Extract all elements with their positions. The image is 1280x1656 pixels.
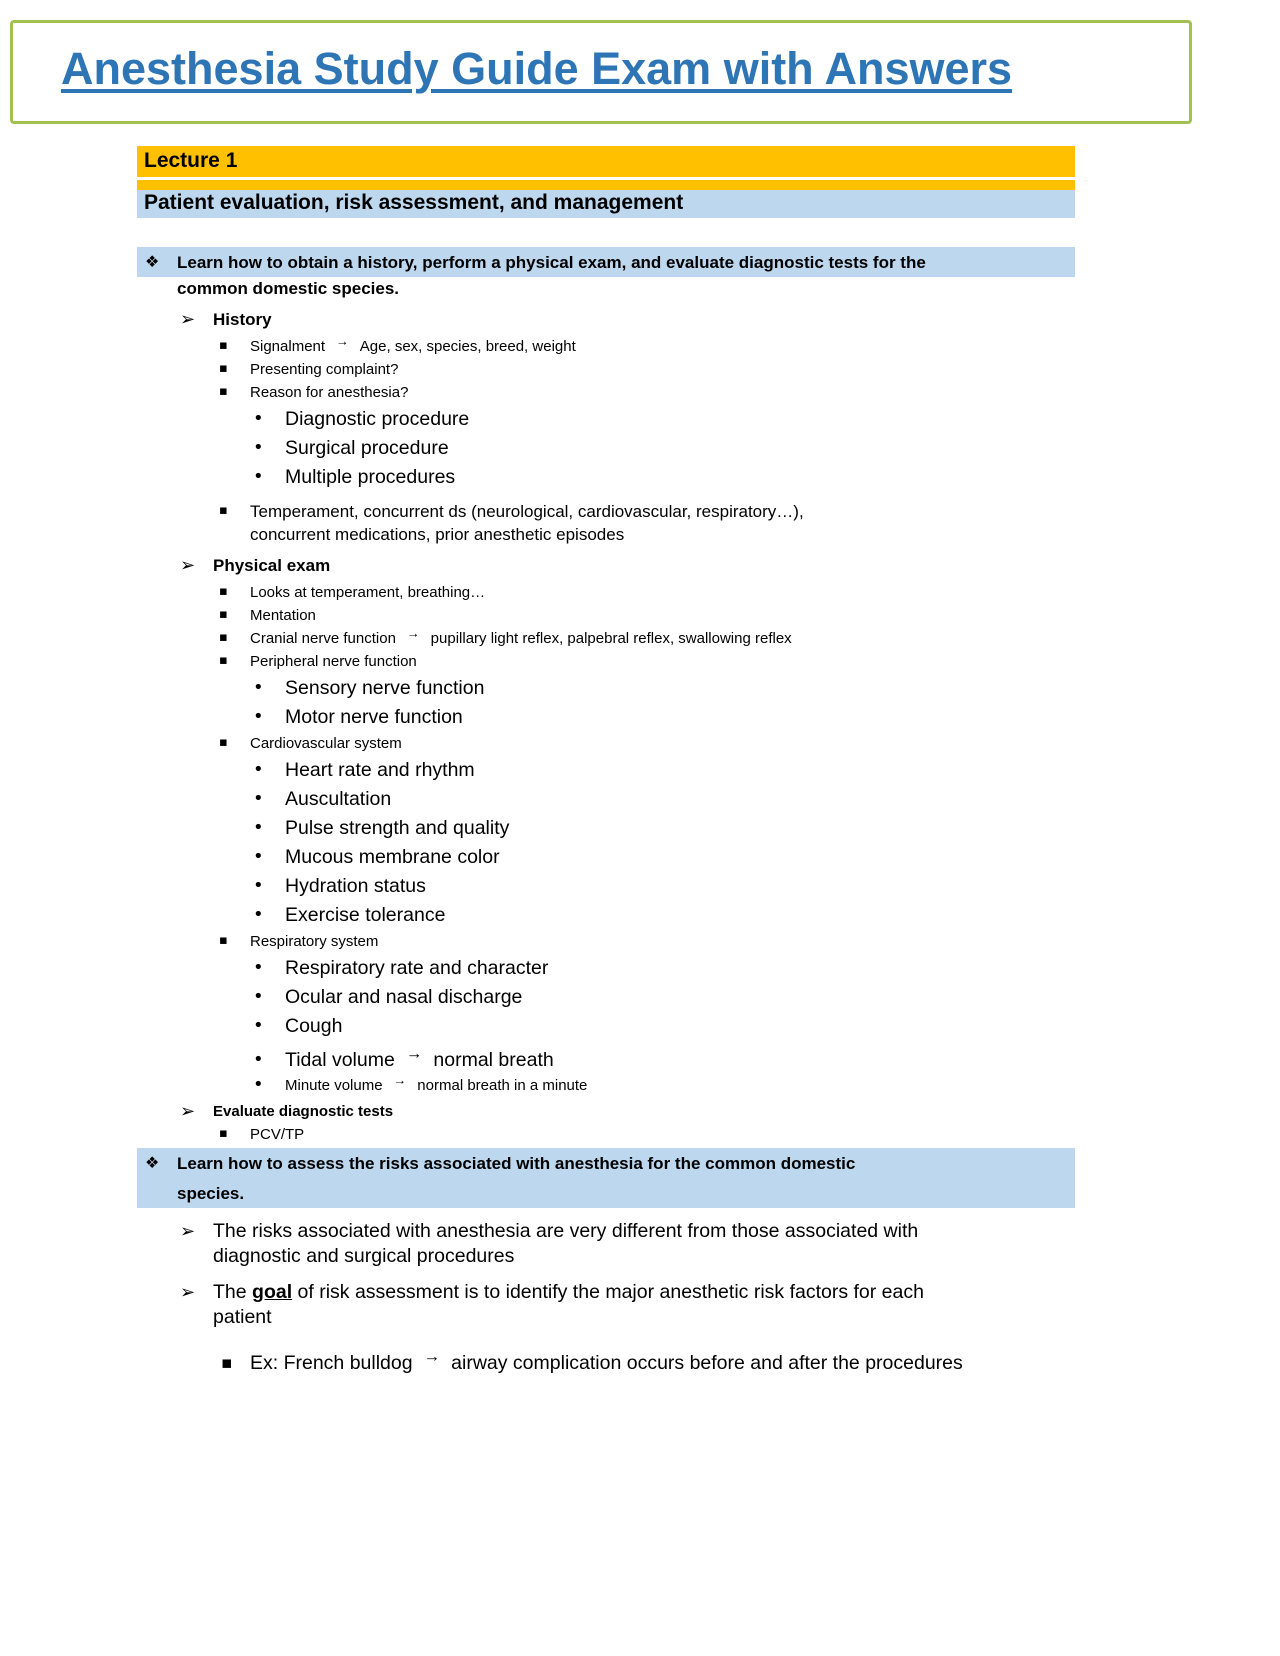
text-run: Auscultation (285, 788, 392, 810)
text-run: Peripheral nerve function (250, 653, 417, 670)
right-arrow-icon: → (406, 625, 420, 641)
highlight-strip (307, 1124, 1075, 1146)
square-bullet-icon: ▪ (219, 735, 228, 750)
right-arrow-icon: → (423, 1346, 441, 1366)
item-peripheral-nerve-function (137, 651, 1075, 673)
square-bullet-icon: ▪ (219, 503, 228, 518)
item-motor-nerve-function (137, 703, 1075, 732)
text-line (137, 1148, 1075, 1178)
text-run: History (213, 310, 272, 329)
text-run: of risk assessment is to identify the major anesthetic risk factors for each (292, 1281, 924, 1303)
text-run: Evaluate diagnostic tests (213, 1103, 394, 1120)
text-run: Age, sex, species, breed, weight (359, 338, 576, 355)
arrow-bullet-icon: ➢ (180, 1101, 196, 1122)
text-line (137, 674, 1075, 703)
item-minute-volume (137, 1072, 1075, 1097)
diamond-bullet-icon: ❖ (145, 252, 160, 271)
right-arrow-icon: → (393, 1072, 407, 1088)
text-run: Mentation (250, 607, 316, 624)
dot-bullet-icon: • (253, 875, 264, 896)
right-arrow-icon: → (405, 1043, 423, 1063)
section-heading: Patient evaluation, risk assessment, and management (137, 190, 1075, 218)
text-run: Cardiovascular system (250, 735, 402, 752)
dot-bullet-icon: • (253, 1049, 264, 1070)
item-auscultation (137, 785, 1075, 814)
dot-bullet-icon: • (253, 466, 264, 487)
item-presenting-complaint (137, 359, 1075, 381)
text-line (137, 901, 1075, 930)
text-run: Cranial nerve function (250, 630, 396, 647)
square-bullet-icon: ▪ (219, 384, 228, 399)
text-run: concurrent medications, prior anesthetic episodes (250, 525, 625, 544)
text-line (137, 463, 1075, 492)
title-box (10, 20, 1192, 124)
text-line (137, 359, 1075, 381)
text-run: Exercise tolerance (285, 904, 446, 926)
text-run: Looks at temperament, breathing… (250, 584, 486, 601)
text-run: The (213, 1281, 253, 1303)
text-line (137, 277, 1075, 300)
text-line (137, 333, 1075, 358)
text-line (137, 931, 1075, 953)
text-line (137, 954, 1075, 983)
text-line (137, 814, 1075, 843)
arrow-bullet-icon: ➢ (180, 1282, 196, 1303)
dot-bullet-icon: • (253, 759, 264, 780)
text-line (137, 703, 1075, 732)
text-run: airway complication occurs before and after the procedures (451, 1352, 963, 1374)
headings (137, 146, 1075, 218)
item-reason-for-anesthesia (137, 382, 1075, 404)
text-run: Surgical procedure (285, 437, 449, 459)
dot-bullet-icon: • (253, 817, 264, 838)
text-line (137, 1346, 1075, 1378)
item-sensory-nerve-function (137, 674, 1075, 703)
item-physical-exam (137, 554, 1075, 577)
orange-highlight-strip (137, 180, 1075, 190)
item-heart-rate-and-rhythm (137, 756, 1075, 785)
text-run: Pulse strength and quality (285, 817, 510, 839)
arrow-bullet-icon: ➢ (180, 555, 196, 576)
dot-bullet-icon: • (253, 706, 264, 727)
item-cardiovascular-system (137, 733, 1075, 755)
text-run: Diagnostic procedure (285, 408, 470, 430)
text-run: Ex: French bulldog (250, 1352, 413, 1374)
text-run: Presenting complaint? (250, 361, 399, 378)
text-line (137, 651, 1075, 673)
document-title: Anesthesia Study Guide Exam with Answers (61, 43, 1013, 94)
text-line (137, 843, 1075, 872)
text-line (137, 405, 1075, 434)
square-bullet-icon: ▪ (219, 584, 228, 599)
text-run: Learn how to obtain a history, perform a physical exam, and evaluate diagnostic tests for the (177, 253, 926, 272)
dot-bullet-icon: • (253, 677, 264, 698)
text-run: Tidal volume (285, 1049, 395, 1071)
item-exercise-tolerance (137, 901, 1075, 930)
dot-bullet-icon: • (253, 957, 264, 978)
item-respiratory-rate-and-character (137, 954, 1075, 983)
text-run: PCV/TP (250, 1126, 305, 1143)
item-tidal-volume (137, 1043, 1075, 1075)
item-goal (137, 1280, 1075, 1330)
dot-bullet-icon: • (253, 846, 264, 867)
square-bullet-icon: ▪ (221, 1353, 233, 1373)
text-run: species. (177, 1184, 245, 1203)
dot-bullet-icon: • (253, 788, 264, 809)
item-mentation (137, 605, 1075, 627)
text-run: Respiratory system (250, 933, 379, 950)
dot-bullet-icon: • (253, 1074, 264, 1095)
dot-bullet-icon: • (253, 408, 264, 429)
item-pulse-strength-and-quality (137, 814, 1075, 843)
text-run: Hydration status (285, 875, 426, 897)
text-line (137, 1124, 1075, 1146)
item-signalment (137, 333, 1075, 358)
text-run: diagnostic and surgical procedures (213, 1245, 515, 1267)
text-line (137, 1101, 1075, 1123)
item-respiratory-system (137, 931, 1075, 953)
text-run: Sensory nerve function (285, 677, 485, 699)
square-bullet-icon: ▪ (219, 653, 228, 668)
text-line (137, 1072, 1075, 1097)
item-mucous-membrane-color (137, 843, 1075, 872)
text-run: Temperament, concurrent ds (neurological, cardiovascular, respiratory…), (250, 502, 804, 521)
outline (137, 247, 1075, 1378)
text-run: The risks associated with anesthesia are very different from those associated with (213, 1220, 919, 1242)
text-line (137, 582, 1075, 604)
text-run: Motor nerve function (285, 706, 463, 728)
arrow-bullet-icon: ➢ (180, 1221, 196, 1242)
text-run: pupillary light reflex, palpebral reflex, swallowing reflex (430, 630, 792, 647)
item-ocular-and-nasal-discharge (137, 983, 1075, 1012)
text-line (137, 872, 1075, 901)
text-line (137, 733, 1075, 755)
text-run: Mucous membrane color (285, 846, 500, 868)
item-temperament (137, 500, 1075, 546)
text-line (137, 1219, 1075, 1244)
square-bullet-icon: ▪ (219, 338, 228, 353)
text-run: Cough (285, 1015, 343, 1037)
text-run: Physical exam (213, 556, 331, 575)
text-run: Reason for anesthesia? (250, 384, 409, 401)
text-run: patient (213, 1306, 272, 1328)
dot-bullet-icon: • (253, 986, 264, 1007)
text-run: normal breath in a minute (417, 1077, 588, 1094)
item-surgical-procedure (137, 434, 1075, 463)
text-line (137, 1043, 1075, 1075)
item-history (137, 308, 1075, 331)
text-line (137, 382, 1075, 404)
text-line (137, 605, 1075, 627)
square-bullet-icon: ▪ (219, 607, 228, 622)
text-run: Ocular and nasal discharge (285, 986, 523, 1008)
text-line (137, 1244, 1075, 1269)
lecture-heading: Lecture 1 (137, 146, 1075, 177)
text-run: Minute volume (285, 1077, 383, 1094)
item-looks-at-temperament (137, 582, 1075, 604)
text-line (137, 554, 1075, 577)
arrow-bullet-icon: ➢ (180, 309, 196, 330)
text-line (137, 785, 1075, 814)
text-run: Signalment (250, 338, 326, 355)
square-bullet-icon: ▪ (219, 361, 228, 376)
item-ex-french-bulldog (137, 1346, 1075, 1378)
text-line (137, 523, 1075, 546)
text-line (137, 247, 1075, 277)
text-line (137, 1012, 1075, 1041)
text-line (137, 1305, 1075, 1330)
square-bullet-icon: ▪ (219, 933, 228, 948)
text-run: Respiratory rate and character (285, 957, 549, 979)
item-diagnostic-procedure (137, 405, 1075, 434)
text-run: Multiple procedures (285, 466, 456, 488)
square-bullet-icon: ▪ (219, 630, 228, 645)
text-line (137, 1280, 1075, 1305)
item-multiple-procedures (137, 463, 1075, 492)
dot-bullet-icon: • (253, 1015, 264, 1036)
text-line (137, 756, 1075, 785)
text-line (137, 1178, 1075, 1208)
diamond-bullet-icon: ❖ (145, 1153, 160, 1172)
text-run: common domestic species. (177, 279, 400, 298)
objective-1 (137, 247, 1075, 300)
objective-2 (137, 1148, 1075, 1208)
right-arrow-icon: → (336, 333, 349, 349)
item-risks-different (137, 1219, 1075, 1269)
text-line (137, 434, 1075, 463)
text-run: Heart rate and rhythm (285, 759, 475, 781)
item-pcv-tp (137, 1124, 1075, 1146)
dot-bullet-icon: • (253, 437, 264, 458)
text-line (137, 308, 1075, 331)
square-bullet-icon: ▪ (219, 1126, 228, 1141)
item-cranial-nerve-function (137, 625, 1075, 650)
text-run: Learn how to assess the risks associated with anesthesia for the common domestic (177, 1154, 856, 1173)
text-run: goal (252, 1281, 293, 1303)
item-hydration-status (137, 872, 1075, 901)
text-line (137, 983, 1075, 1012)
text-run: normal breath (433, 1049, 554, 1071)
text-line (137, 625, 1075, 650)
text-line (137, 500, 1075, 523)
item-evaluate-diagnostic-tests (137, 1101, 1075, 1123)
item-cough (137, 1012, 1075, 1041)
dot-bullet-icon: • (253, 904, 264, 925)
